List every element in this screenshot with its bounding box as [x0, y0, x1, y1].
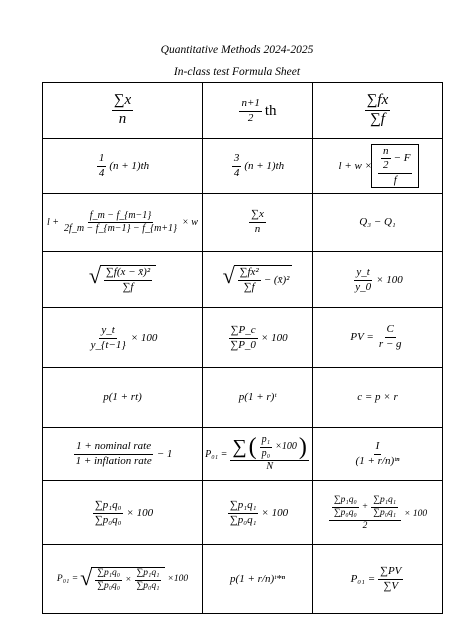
formula-text: p(1 + r)ᵗ: [238, 391, 277, 404]
formula-cell-grouped-mode: [43, 194, 203, 252]
formula-cell-laspeyres: [43, 481, 203, 545]
table-row: [43, 194, 443, 252]
formula-text: (n + 1)th: [109, 160, 150, 173]
formula-lead: P₀₁ =: [56, 573, 79, 584]
formula-denominator: r − g: [378, 338, 402, 350]
formula-denominator: ∑f: [370, 111, 385, 127]
formula-denominator: ∑f: [122, 281, 134, 293]
formula-denominator: N: [266, 461, 273, 473]
formula-operator: +: [361, 501, 369, 512]
formula-denominator: 2: [362, 520, 368, 531]
formula-numerator: y_t: [354, 267, 371, 281]
formula-cell-std-dev: [43, 252, 203, 308]
formula-denominator: ∑p₀q₁: [373, 508, 397, 519]
formula-numerator: ∑P_c: [229, 325, 258, 339]
formula-cell-simple-interest: [43, 368, 203, 428]
formula-cell-aggregate-index: [203, 308, 313, 368]
formula-denominator: ∑V: [383, 579, 399, 592]
formula-denominator: y_{t−1}: [90, 338, 126, 351]
formula-tail: × 100: [404, 508, 428, 519]
formula-cell-bowley: [313, 481, 443, 545]
formula-tail: × 100: [130, 331, 158, 344]
formula-tail: × 100: [376, 273, 403, 286]
formula-tail: × 100: [260, 331, 288, 344]
formula-cell-real-rate: [43, 428, 203, 481]
formula-numerator: ∑p₁q₁: [135, 569, 162, 581]
formula-text: c = p × r: [357, 391, 398, 404]
sheet-subtitle: In-class test Formula Sheet: [173, 66, 301, 78]
formula-text: p(1 + r/n)ᵗ*ⁿ: [230, 572, 285, 585]
formula-cell-q3-position: [203, 139, 313, 194]
formula-cell-iqr: [313, 194, 443, 252]
sheet-title: Quantitative Methods 2024-2025: [160, 44, 314, 56]
formula-lead: l +: [47, 217, 60, 228]
formula-cell-mean-2: [203, 194, 313, 252]
formula-numerator: ∑p₁q₁: [228, 500, 259, 514]
formula-numerator: ∑fx²: [238, 267, 261, 281]
table-row: [43, 368, 443, 428]
formula-numerator: ∑p₁q₀: [332, 496, 359, 508]
radical-sign: √: [80, 564, 93, 590]
formula-numerator: ∑PV: [378, 566, 403, 580]
formula-tail: ×100: [167, 573, 189, 584]
formula-numerator: I: [374, 441, 382, 455]
formula-tail: ×100: [275, 441, 297, 452]
formula-denominator: 2f_m − f_{m−1} − f_{m+1}: [64, 223, 178, 234]
formula-numerator: ∑p₁q₀: [95, 569, 122, 581]
formula-denominator: y_0: [355, 280, 372, 293]
formula-numerator: p₁: [260, 435, 272, 448]
formula-lead: PV =: [350, 331, 374, 344]
formula-denominator: ∑p₀q₀: [94, 513, 122, 526]
formula-tail: − 1: [156, 448, 173, 461]
formula-tail: − (x̄)²: [263, 274, 290, 287]
formula-numerator: ∑f(x − x̄)²: [104, 267, 152, 281]
table-row: [43, 308, 443, 368]
formula-numerator: C: [385, 324, 396, 338]
formula-cell-std-dev-alt: [203, 252, 313, 308]
formula-denominator: (1 + r/n)ᵗⁿ: [355, 454, 400, 467]
formula-cell-weighted-index: [313, 545, 443, 614]
formula-cell-compound-interest: [203, 368, 313, 428]
formula-denominator: ∑p₀q₁: [136, 580, 160, 591]
formula-bracket: [374, 144, 416, 189]
formula-cell-grouped-mean: [313, 83, 443, 139]
formula-denominator: 2: [247, 111, 254, 124]
formula-numerator: ∑x: [249, 209, 266, 223]
formula-numerator: y_t: [99, 325, 116, 339]
formula-lead: l + w ×: [338, 159, 373, 172]
sigma-symbol: ∑: [232, 435, 247, 458]
formula-denominator: 4: [98, 167, 105, 179]
formula-denominator: 4: [233, 167, 240, 179]
formula-lead: P₀₁ =: [350, 572, 376, 585]
formula-numerator: ∑p₁q₀: [93, 500, 124, 514]
formula-denominator: p₀: [261, 447, 271, 459]
formula-numerator: 1: [97, 153, 107, 167]
formula-text: (n + 1)th: [244, 160, 285, 173]
formula-table: [42, 82, 443, 614]
formula-cell-growing-perpetuity: [313, 308, 443, 368]
table-row: [43, 428, 443, 481]
table-row: [43, 252, 443, 308]
table-row: [43, 139, 443, 194]
formula-cell-q1-position: [43, 139, 203, 194]
formula-numerator: f_m − f_{m−1}: [88, 211, 154, 224]
formula-cell-compound-periodic: [203, 545, 313, 614]
formula-lead: P₀₁ =: [205, 448, 228, 460]
radical-sign: √: [222, 263, 235, 289]
formula-tail: × w: [182, 217, 198, 228]
formula-cell-median-position: [203, 83, 313, 139]
formula-denominator: 2: [383, 159, 389, 172]
formula-denominator: ∑p₀q₁: [229, 513, 257, 526]
formula-denominator: ∑p₀q₀: [333, 508, 357, 519]
formula-cell-mean-price-relatives: [203, 428, 313, 481]
formula-text: p(1 + rt): [103, 391, 142, 404]
formula-numerator: 1 + nominal rate: [74, 441, 153, 455]
formula-suffix: th: [264, 102, 277, 119]
formula-numerator: ∑p₁q₁: [371, 496, 398, 508]
formula-cell-present-value: [313, 428, 443, 481]
formula-cell-grouped-median: [313, 139, 443, 194]
formula-denominator: ∑P_0: [230, 338, 256, 351]
formula-cell-perpetuity-cash: [313, 368, 443, 428]
formula-denominator: ∑p₀q₀: [97, 580, 121, 591]
formula-cell-index-chain-base: [43, 308, 203, 368]
paren-close: ): [298, 434, 307, 461]
formula-cell-index-fixed-base: [313, 252, 443, 308]
formula-denominator: f: [393, 173, 397, 186]
formula-cell-paasche: [203, 481, 313, 545]
formula-cell-mean: [43, 83, 203, 139]
formula-numerator: 3: [232, 153, 242, 167]
formula-tail: × 100: [126, 506, 154, 519]
formula-numerator: ∑fx: [365, 93, 391, 111]
formula-numerator: n: [381, 146, 391, 160]
radical-sign: √: [88, 263, 101, 289]
paren-open: (: [248, 434, 257, 461]
formula-numerator: n+1: [239, 98, 261, 112]
formula-denominator: n: [254, 223, 261, 235]
formula-text: Q₃ − Q₁: [359, 216, 396, 229]
formula-operator: ×: [125, 574, 132, 585]
formula-tail: × 100: [261, 506, 289, 519]
formula-denominator: 1 + inflation rate: [75, 455, 152, 467]
formula-denominator: n: [118, 111, 127, 127]
formula-numerator: ∑x: [112, 93, 133, 111]
table-row: [43, 83, 443, 139]
table-row: [43, 481, 443, 545]
formula-cell-fisher: [43, 545, 203, 614]
table-row: [43, 545, 443, 614]
formula-text: − F: [393, 151, 411, 164]
formula-denominator: ∑f: [243, 281, 255, 293]
